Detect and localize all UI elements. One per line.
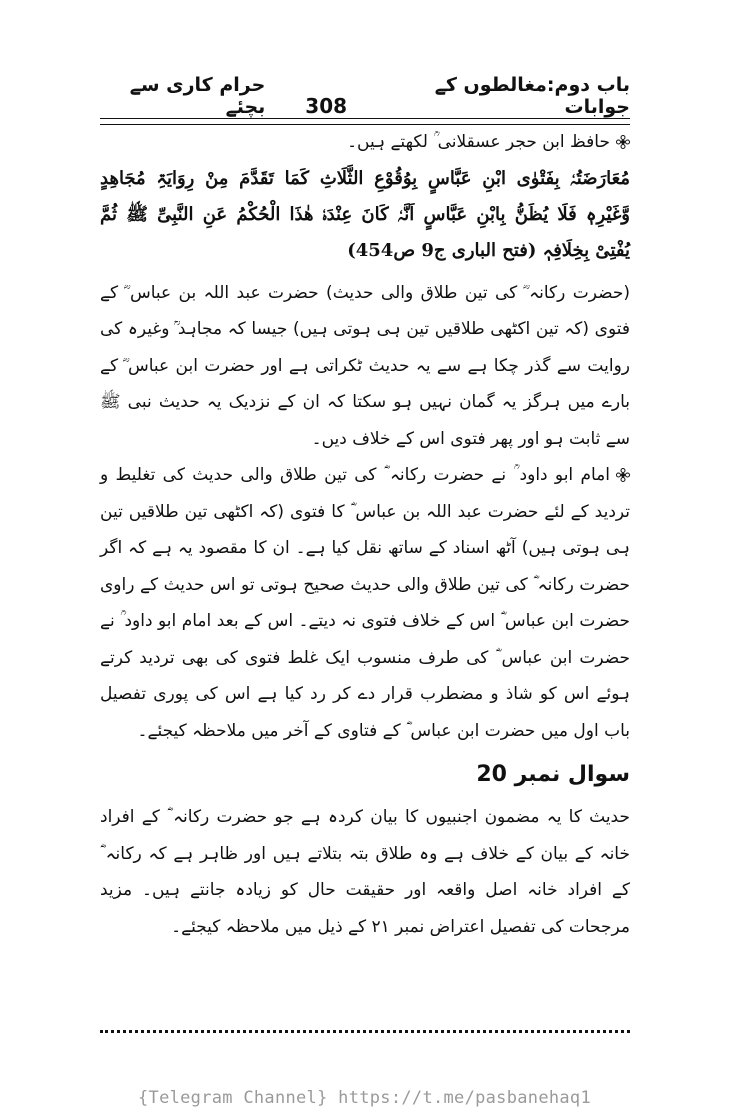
book-title: حرام کاری سے بچئے xyxy=(129,74,266,118)
paragraph-rukana-hadith: (حضرت رکانہ ؓ کی تین طلاق والی حدیث) حضرت عبد اللہ بن عباس ؓ کے فتوی (کہ تین اکٹھی طلاقیں تین ہی ہوتی ہیں) جیسا کہ مجاہد ؒ وغیرہ کی روایت سے گذر چکا ہے سے یہ حدیث ٹکراتی ہے اور حضرت ابن عباس ؓ کے بارے میں ہرگز یہ گمان نہیں ہو سکتا کہ ان کے نزدیک یہ حدیث نبی ﷺ سے ثابت ہو اور پھر فتوی اس کے خلاف دیں۔ xyxy=(100,282,630,449)
flower-bullet-icon xyxy=(616,468,630,482)
flower-bullet-icon xyxy=(616,135,630,149)
paragraph-text: امام ابو داود ؒ نے حضرت رکانہ ؓ کی تین طلاق والی حدیث کی تغلیط و تردید کے لئے حضرت عبد اللہ بن عباس ؓ کا فتوی (کہ اکٹھی تین طلاقیں تین ہی ہوتی ہیں) آٹھ اسناد کے ساتھ نقل کیا ہے۔ ان کا مقصود یہ ہے کہ اگر حضرت رکانہ ؓ کی تین طلاق والی حدیث صحیح ہوتی تو اس حدیث کے راوی حضرت ابن عباس ؓ اس کے خلاف فتوی نہ دیتے۔ اس کے بعد امام ابو داود ؒ نے حضرت ابن عباس ؓ کی طرف منسوب ایک غلط فتوی کی بھی تردید کرتے ہوئے اس کو شاذ و مضطرب قرار دے کر رد کیا ہے اس کی پوری تفصیل باب اول میں حضرت ابن عباس ؓ کے فتاوی کے آخر میں ملاحظہ کیجئے۔ xyxy=(100,465,630,741)
paragraph-ibn-hajar xyxy=(100,124,630,161)
page-number: 308 xyxy=(305,94,348,118)
arabic-quotation: مُعَارَضَتُہٗ بِفَتْوٰی ابْنِ عَبَّاسٍ بِوُقُوْعِ الثَّلَاثِ کَمَا تَقَدَّمَ مِنْ رِوَایَۃِ مُجَاھِدٍ وَّغَیْرِہٖ فَلَا یُظَنُّ بِابْنِ عَبَّاسٍ اَنَّہٗ کَانَ عِنْدَہٗ ھٰذَا الْحُکْمُ عَنِ النَّبِیِّ ﷺ ثُمَّ یُفْتِیْ بِخِلَافِہٖ (فتح الباری ج9 ص454) xyxy=(100,167,630,261)
paragraph-question-20: حدیث کا یہ مضمون اجنبیوں کا بیان کردہ ہے جو حضرت رکانہ ؓ کے افراد خانہ کے بیان کے خلاف ہے وہ طلاق بتہ بتلاتے ہیں اور ظاہر ہے کہ رکانہ ؓ کے افراد خانہ اصل واقعہ اور حقیقت حال کو زیادہ جانتے ہیں۔ مزید مرجحات کی تفصیل اعتراض نمبر ۲۱ کے ذیل میں ملاحظہ کیجئے۔ xyxy=(100,807,630,937)
bottom-dotted-rule xyxy=(100,1030,630,1033)
page-header xyxy=(100,74,630,118)
paragraph-abu-dawood xyxy=(100,457,630,749)
chapter-title: باب دوم:مغالطوں کے جوابات xyxy=(434,74,630,118)
question-heading: سوال نمبر 20 xyxy=(476,762,630,787)
telegram-watermark: {Telegram Channel} https://t.me/pasbanehaq1 xyxy=(138,1088,591,1108)
paragraph-text: حافظ ابن حجر عسقلانی ؒ لکھتے ہیں۔ xyxy=(347,132,610,152)
page-body xyxy=(100,124,630,945)
